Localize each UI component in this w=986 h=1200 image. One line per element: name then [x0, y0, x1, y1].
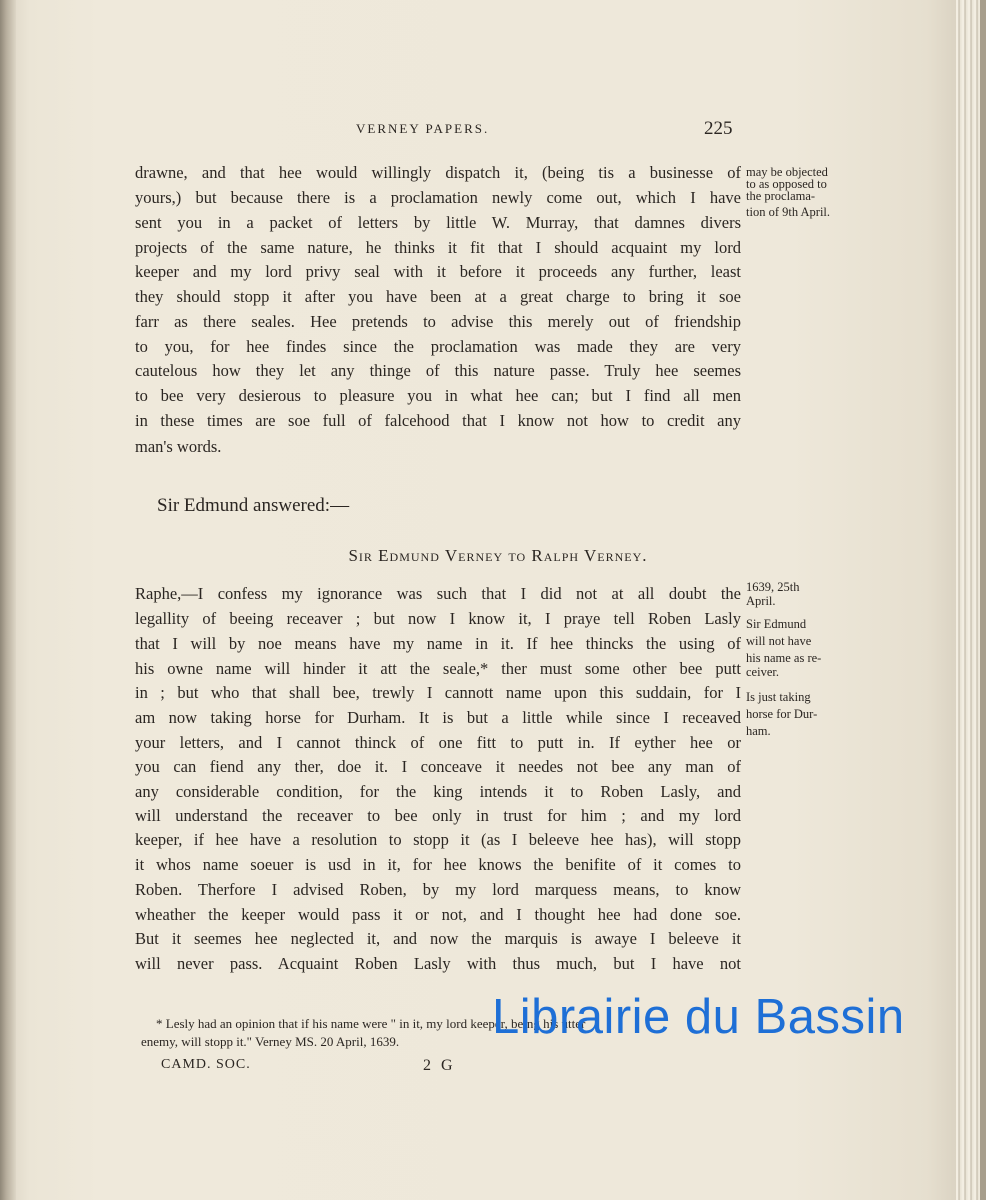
- footnote-line-1: * Lesly had an opinion that if his name were " in it, my lord keeper, being his utter: [156, 1016, 586, 1031]
- text-line: you can fiend any ther, doe it. I conceave it needes not bee any man of: [135, 757, 741, 776]
- text-line: wheather the keeper would pass it or not, and I thought hee had done soe.: [135, 905, 741, 924]
- text-line: that I will by noe means have my name in it. If hee thincks the using of: [135, 634, 741, 653]
- text-line: keeper, if hee have a resolution to stopp it (as I beleeve hee has), will stopp: [135, 830, 741, 849]
- sheet-signature: 2 G: [423, 1057, 456, 1074]
- margin-note-durham: Is just taking horse for Dur- ham.: [746, 690, 818, 738]
- watermark: Librairie du Bassin: [492, 990, 905, 1044]
- page-header: [0, 118, 986, 142]
- text-line: to you, for hee findes since the proclamation was made they are very: [135, 337, 741, 356]
- text-line: in these times are soe full of falcehood that I know not how to credit any: [135, 411, 741, 430]
- text-line: in ; but who that shall bee, trewly I cannott name upon this suddain, for I: [135, 683, 741, 702]
- text-line: they should stopp it after you have been at a great charge to bring it soe: [135, 287, 741, 306]
- text-line: to bee very desierous to pleasure you in what hee can; but I find all men: [135, 386, 741, 405]
- society-signature: CAMD. SOC.: [161, 1057, 251, 1072]
- text-line: cautelous how they let any thinge of this nature passe. Truly hee seemes: [135, 361, 741, 380]
- text-line: yours,) but because there is a proclamation newly come out, which I have: [135, 188, 741, 207]
- letter-title: Sir Edmund Verney to Ralph Verney.: [348, 546, 648, 565]
- margin-note-proclamation: may be objected to as opposed to the proclama- tion of 9th April.: [746, 165, 831, 219]
- text-line: But it seemes hee neglected it, and now the marquis is awaye I beleeve it: [135, 929, 741, 948]
- text-line: drawne, and that hee would willingly dispatch it, (being tis a businesse of: [135, 163, 741, 182]
- text-line: Roben. Therfore I advised Roben, by my lord marquess means, to know: [135, 880, 741, 899]
- text-line: it whos name soeuer is usd in it, for hee knows the benifite of it comes to: [135, 855, 741, 874]
- text-line: projects of the same nature, he thinks it fit that I should acquaint my lord: [135, 238, 741, 257]
- text-line: farr as there seales. Hee pretends to advise this merely out of friendship: [135, 312, 741, 331]
- text-line: Raphe,—I confess my ignorance was such that I did not at all doubt the: [135, 584, 741, 603]
- text-line: his owne name will hinder it att the seale,* ther must some other bee putt: [135, 659, 741, 678]
- margin-note-date: 1639, 25th April.: [746, 580, 800, 608]
- text-line: man's words.: [135, 437, 222, 456]
- running-title: VERNEY PAPERS.: [356, 121, 490, 136]
- page-edges: [956, 0, 986, 1200]
- text-line: legallity of beeing receaver ; but now I know it, I praye tell Roben Lasly: [135, 609, 741, 628]
- answer-heading: Sir Edmund answered:—: [157, 495, 350, 516]
- text-line: will never pass. Acquaint Roben Lasly with thus much, but I have not: [135, 954, 741, 973]
- text-line: will understand the receaver to bee only in trust for him ; and my lord: [135, 806, 741, 825]
- margin-note-name: Sir Edmund will not have his name as re- ceiver.: [746, 617, 822, 679]
- page-gutter-shadow: [0, 0, 16, 1200]
- footnote-line-2: enemy, will stopp it." Verney MS. 20 April, 1639.: [141, 1034, 400, 1049]
- text-line: keeper and my lord privy seal with it before it proceeds any further, least: [135, 262, 741, 281]
- text-line: sent you in a packet of letters by little W. Murray, that damnes divers: [135, 213, 741, 232]
- text-line: your letters, and I cannot thinck of one fitt to putt in. If eyther hee or: [135, 733, 741, 752]
- text-line: any considerable condition, for the king intends it to Roben Lasly, and: [135, 782, 741, 801]
- text-line: am now taking horse for Durham. It is but a little while since I receaved: [135, 708, 741, 727]
- page-number: 225: [704, 118, 733, 139]
